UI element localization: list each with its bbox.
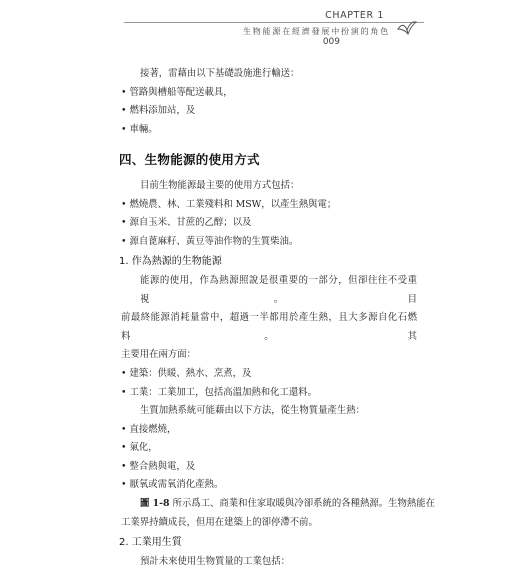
paragraph-line [121, 495, 436, 514]
list-item: • 建築：供暖、熱水、烹煮，及 [121, 365, 417, 384]
list-item: • 燃料添加站，及 [121, 102, 417, 121]
list-item: • 直接燃燒， [121, 421, 417, 440]
paragraph-line: 預計未來使用生物質量的工業包括： [140, 555, 291, 567]
paragraph-line: 能源的使用，作為熱源照說是很重要的一部分，但卻往往不受重視。目 [140, 274, 417, 305]
chapter-subtitle: 生物能源在經濟發展中扮演的角色 [243, 27, 390, 36]
subsection-heading: 1. 作為熱源的生物能源 [119, 256, 222, 268]
section-intro: 目前生物能源最主要的使用方式包括： [140, 179, 300, 191]
list-item: • 源自蓖麻籽、黃豆等油作物的生質柴油。 [121, 233, 417, 252]
list-item: • 燃燒農、林、工業殘料和 MSW，以產生熱與電； [121, 196, 417, 215]
list-item: • 厭氧或需氧消化產熱。 [121, 476, 417, 495]
list-item: • 工業：工業加工，包括高溫加熱和化工還料。 [121, 384, 417, 403]
paragraph-line: 生質加熱系統可能藉由以下方法，從生物質量產生熱： [140, 405, 366, 417]
flying-bird-icon [396, 19, 418, 39]
paragraph-line: 工業界持續成長，但用在建築上的卻停滯不前。 [121, 516, 318, 528]
list-item: • 源自玉米、甘蔗的乙醇；以及 [121, 214, 417, 233]
running-header [124, 10, 424, 50]
header-rule [124, 22, 424, 23]
intro-text: 接著，雷藉由以下基礎設施進行輸送： [140, 68, 300, 79]
figure-reference: 圖 1-8 [140, 498, 170, 510]
list-item: • 氣化， [121, 439, 417, 458]
list-item: • 整合熱與電，及 [121, 458, 417, 477]
chapter-label: CHAPTER 1 [325, 10, 384, 21]
page-body [119, 65, 436, 571]
paragraph-line: 主要用在兩方面： [121, 349, 197, 361]
list-item: • 車輛。 [121, 121, 417, 140]
subsection-heading: 2. 工業用生質 [119, 537, 182, 549]
list-item: • 管路與槽船等配送載具， [121, 84, 417, 103]
page-number: 009 [322, 37, 340, 47]
section-heading: 四、生物能源的使用方式 [119, 152, 260, 168]
paragraph-text: 所示爲工、商業和住家取暖與冷卻系統的各種熱源。生物熱能在 [169, 498, 436, 510]
paragraph-line: 前最終能源消耗量當中，超過一半都用於產生熱，且大多源自化石燃料。其 [121, 312, 417, 342]
